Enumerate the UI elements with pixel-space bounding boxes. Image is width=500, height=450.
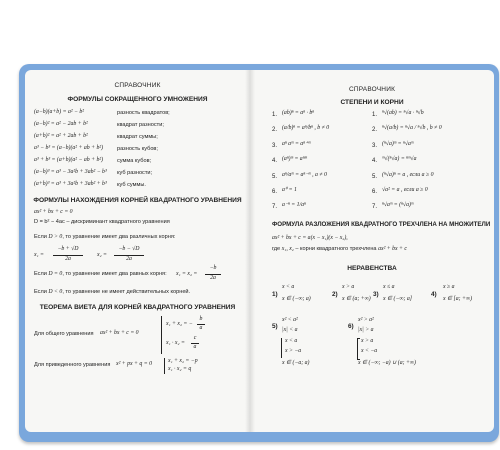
inequality-solution: x ∈ (−∞; a) bbox=[282, 296, 311, 302]
factorization-note bbox=[272, 247, 407, 253]
inequalities-title: НЕРАВЕНСТВА bbox=[347, 265, 397, 272]
item-number: 4. bbox=[372, 158, 378, 164]
fraction-numerator: c bbox=[193, 335, 197, 341]
inequality: x > a bbox=[361, 338, 374, 344]
double-root-numerator: −b bbox=[209, 265, 217, 271]
item-number: 1. bbox=[272, 112, 278, 118]
vieta-general-equation: ax² + bx + c = 0 bbox=[100, 330, 139, 336]
inequality: x > −a bbox=[285, 348, 302, 354]
root-formula: √a² = a , если a ≥ 0 bbox=[382, 187, 428, 193]
fraction-numerator: b bbox=[199, 316, 203, 322]
item-number: 2. bbox=[372, 127, 378, 133]
item-number: 2. bbox=[272, 127, 278, 133]
inequality: |x| < a bbox=[282, 327, 298, 333]
note-text: – корни квадратного трехчлена bbox=[295, 246, 377, 252]
x2-denominator: 2a bbox=[126, 256, 132, 262]
vieta-reduced-label: Для приведенного уравнения bbox=[34, 362, 111, 368]
factorization-formula: ax² + bx + c = a(x − x₁)(x − x₂), bbox=[272, 235, 348, 241]
x1-label: x₁ = bbox=[34, 252, 44, 258]
x1-denominator: 2a bbox=[65, 256, 71, 262]
case-text: Если bbox=[34, 234, 47, 240]
vieta-title: ТЕОРЕМА ВИЕТА ДЛЯ КОРНЕЙ КВАДРАТНОГО УРАВНЕНИЯ bbox=[39, 304, 236, 311]
inequality: x² < a² bbox=[282, 317, 298, 323]
item-number: 5. bbox=[272, 174, 278, 180]
system-brace bbox=[164, 358, 167, 374]
inequality: x ≤ a bbox=[383, 284, 395, 290]
inequality-solution: x ∈ (−∞; a] bbox=[383, 296, 413, 302]
case-condition: D > 0 bbox=[48, 234, 63, 240]
double-root-denominator: 2a bbox=[210, 275, 216, 281]
vieta-product: x₁ · x₂ = bbox=[166, 340, 185, 346]
factorization-title: ФОРМУЛА РАЗЛОЖЕНИЯ КВАДРАТНОГО ТРЕХЧЛЕНА НА МНОЖИТЕЛИ bbox=[272, 221, 491, 228]
right-page bbox=[250, 70, 494, 432]
item-number: 4) bbox=[431, 291, 437, 298]
note-expr: ax² + bx + c bbox=[378, 246, 407, 252]
inequality-solution: x ∈ [a; +∞) bbox=[443, 296, 473, 302]
quadratic-equation: ax² + bx + c = 0 bbox=[34, 209, 73, 215]
power-formula: a⁻ⁿ = 1/aⁿ bbox=[282, 202, 306, 208]
x2-label: x₂ = bbox=[97, 252, 107, 258]
case-positive bbox=[34, 235, 175, 241]
union-bracket bbox=[357, 338, 360, 360]
power-formula: aⁿ aᵐ = aⁿ⁺ᵐ bbox=[282, 141, 311, 147]
root-formula: ⁿ√(ab) = ⁿ√a · ⁿ√b bbox=[382, 110, 424, 116]
item-number: 1) bbox=[272, 291, 278, 298]
item-number: 3. bbox=[372, 143, 378, 149]
x1-numerator: −b + √D bbox=[57, 246, 79, 252]
note-text: где bbox=[272, 246, 281, 252]
system-brace bbox=[281, 338, 284, 358]
vieta-general-label: Для общего уравнения bbox=[34, 331, 94, 337]
formula: (a+b)² = a² + 2ab + b² bbox=[34, 133, 88, 139]
root-formula: ᵐ√(ⁿ√a) = ⁿᵐ√a bbox=[382, 156, 417, 162]
inequality: x² > a² bbox=[358, 317, 374, 323]
right-page-header: СПРАВОЧНИК bbox=[348, 86, 396, 93]
formula-desc: разность кубов; bbox=[117, 146, 158, 152]
formula: (a+b)³ = a³ + 3a²b + 3ab² + b³ bbox=[34, 181, 107, 187]
case-text: Если bbox=[34, 289, 47, 295]
system-brace bbox=[161, 316, 164, 354]
root-formula: ⁿ√(a/b) = ⁿ√a / ⁿ√b , b ≠ 0 bbox=[382, 125, 442, 131]
quadratic-roots-title: ФОРМУЛЫ НАХОЖДЕНИЯ КОРНЕЙ КВАДРАТНОГО УРАВНЕНИЯ bbox=[33, 197, 242, 204]
case-negative bbox=[34, 290, 190, 296]
x2-numerator: −b − √D bbox=[118, 246, 140, 252]
vieta-reduced-equation: x² + px + q = 0 bbox=[116, 361, 153, 367]
vieta-reduced-product: x₁ · x₂ = q bbox=[168, 366, 192, 372]
formula-desc: сумма кубов; bbox=[117, 158, 152, 164]
case-text: , то уравнение имеет два равных корня: bbox=[62, 271, 167, 277]
item-number: 6. bbox=[272, 189, 278, 195]
inequality: x < a bbox=[282, 284, 295, 290]
power-formula: (ab)ⁿ = aⁿ · bⁿ bbox=[282, 110, 315, 116]
formula: a³ + b³ = (a+b)(a² − ab + b²) bbox=[34, 157, 104, 163]
case-text: , то уравнение не имеет действительных корней. bbox=[62, 289, 191, 295]
inequality: |x| > a bbox=[358, 327, 374, 333]
case-zero bbox=[34, 272, 167, 278]
fraction-denominator: a bbox=[193, 344, 197, 350]
vieta-sum: x₁ + x₂ = − bbox=[166, 321, 193, 327]
vieta-reduced-sum: x₁ + x₂ = −p bbox=[168, 358, 198, 364]
formula-desc: разность квадратов; bbox=[117, 110, 170, 116]
power-formula: (a/b)ⁿ = aⁿ/bⁿ , b ≠ 0 bbox=[282, 125, 330, 131]
case-condition: D < 0 bbox=[48, 289, 63, 295]
item-number: 1. bbox=[372, 112, 378, 118]
formula-desc: куб суммы. bbox=[117, 182, 146, 188]
root-formula: ⁿ√aᵐ = (ⁿ√a)ᵐ bbox=[382, 202, 414, 208]
formula-desc: квадрат суммы; bbox=[117, 134, 158, 140]
item-number: 2) bbox=[332, 291, 338, 298]
power-formula: (aⁿ)ᵐ = aⁿᵐ bbox=[282, 156, 307, 162]
formula-desc: квадрат разности; bbox=[117, 122, 164, 128]
power-formula: aⁿ/aᵐ = aⁿ⁻ᵐ , a ≠ 0 bbox=[282, 172, 327, 178]
root-formula: (ⁿ√a)ᵐ = ⁿ√aᵐ bbox=[382, 141, 414, 147]
item-number: 3. bbox=[272, 143, 278, 149]
powers-roots-title: СТЕПЕНИ И КОРНИ bbox=[340, 99, 404, 106]
inequality-solution: x ∈ (−a; a) bbox=[282, 360, 310, 366]
item-number: 5) bbox=[272, 323, 278, 330]
item-number: 5. bbox=[372, 174, 378, 180]
item-number: 7. bbox=[272, 204, 278, 210]
case-text: , то уравнение имеет два различных корня: bbox=[62, 234, 176, 240]
notebook-spine bbox=[245, 70, 255, 432]
inequality: x > a bbox=[342, 284, 355, 290]
item-number: 6. bbox=[372, 189, 378, 195]
case-text: Если bbox=[34, 271, 47, 277]
formula-desc: куб разности; bbox=[117, 170, 153, 176]
case-condition: D = 0 bbox=[48, 271, 63, 277]
item-number: 7. bbox=[372, 204, 378, 210]
inequality: x < a bbox=[285, 338, 298, 344]
root-formula: (ⁿ√a)ⁿ = a , если a ≥ 0 bbox=[382, 172, 434, 178]
inequality-solution: x ∈ (−∞; −a) ∪ (a; +∞) bbox=[358, 360, 416, 366]
inequality: x < −a bbox=[361, 348, 378, 354]
abbr-mult-title: ФОРМУЛЫ СОКРАЩЕННОГО УМНОЖЕНИЯ bbox=[67, 96, 208, 103]
fraction-denominator: a bbox=[199, 325, 203, 331]
inequality: x ≥ a bbox=[443, 284, 455, 290]
item-number: 6) bbox=[348, 323, 354, 330]
power-formula: a⁰ = 1 bbox=[282, 187, 297, 193]
item-number: 3) bbox=[373, 291, 379, 298]
discriminant-def: D = b² − 4ac – дискриминант квадратного уравнения bbox=[34, 219, 170, 225]
formula: a³ − b³ = (a−b)(a² + ab + b²) bbox=[34, 145, 104, 151]
left-page-header: СПРАВОЧНИК bbox=[114, 82, 161, 89]
inequality-solution: x ∈ (a; +∞) bbox=[342, 296, 371, 302]
formula: (a−b)² = a² − 2ab + b² bbox=[34, 121, 88, 127]
double-root-label: x₁ = x₂ = bbox=[176, 271, 198, 277]
left-page bbox=[25, 70, 250, 432]
formula: (a−b)(a+b) = a² − b² bbox=[34, 109, 85, 115]
formula: (a−b)³ = a³ − 3a²b + 3ab² − b³ bbox=[34, 169, 107, 175]
item-number: 4. bbox=[272, 158, 278, 164]
note-vars: x₁, x₂ bbox=[281, 246, 294, 252]
